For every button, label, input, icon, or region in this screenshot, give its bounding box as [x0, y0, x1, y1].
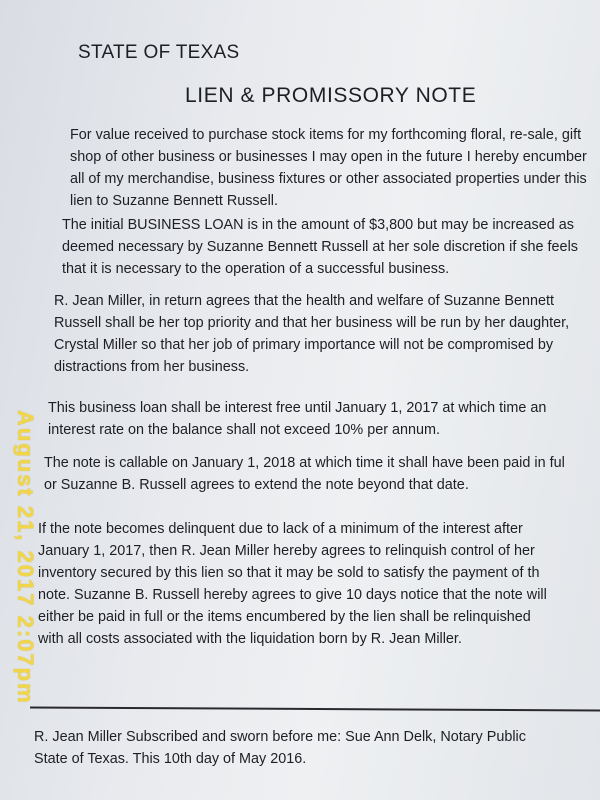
- text-line: If the note becomes delinquent due to lack of a minimum of the interest after: [38, 521, 523, 537]
- text-line: R. Jean Miller Subscribed and sworn before me: Sue Ann Delk, Notary Public: [34, 729, 526, 745]
- text-line: shop of other business or businesses I may open in the future I hereby encumber: [70, 149, 587, 165]
- paragraph-encumbrance: [70, 124, 600, 212]
- text-line: R. Jean Miller, in return agrees that the health and welfare of Suzanne Bennett: [54, 293, 554, 309]
- text-line: note. Suzanne B. Russell hereby agrees to give 10 days notice that the note will: [38, 587, 547, 603]
- notary-signature-block: [34, 726, 582, 770]
- text-line: State of Texas. This 10th day of May 2016.: [34, 751, 307, 767]
- text-line: with all costs associated with the liquidation born by R. Jean Miller.: [38, 631, 462, 647]
- paragraph-delinquency: [38, 518, 586, 650]
- text-line: either be paid in full or the items encumbered by the lien shall be relinquished: [38, 609, 531, 625]
- document-title: LIEN & PROMISSORY NOTE: [185, 84, 477, 107]
- text-line: distractions from her business.: [54, 359, 250, 375]
- paragraph-callable: [44, 452, 592, 496]
- paragraph-interest: [48, 397, 596, 441]
- text-line: that it is necessary to the operation of a successful business.: [62, 261, 450, 277]
- text-line: Russell shall be her top priority and that her business will be run by her daughter,: [54, 315, 570, 331]
- text-line: Crystal Miller so that her job of primary importance will not be compromised by: [54, 337, 554, 353]
- text-line: The initial BUSINESS LOAN is in the amount of $3,800 but may be increased as: [62, 217, 574, 233]
- text-line: deemed necessary by Suzanne Bennett Russell at her sole discretion if she feels: [62, 239, 578, 255]
- text-line: inventory secured by this lien so that it may be sold to satisfy the payment of th: [38, 565, 540, 581]
- text-line: or Suzanne B. Russell agrees to extend the note beyond that date.: [44, 477, 469, 493]
- text-line: For value received to purchase stock items for my forthcoming floral, re-sale, gift: [70, 127, 582, 143]
- text-line: interest rate on the balance shall not exceed 10% per annum.: [48, 422, 440, 438]
- text-line: all of my merchandise, business fixtures or other associated properties under this: [70, 171, 587, 187]
- text-line: The note is callable on January 1, 2018 at which time it shall have been paid in ful: [44, 455, 565, 471]
- signature-rule: [30, 707, 600, 712]
- paragraph-loan-amount: [62, 214, 600, 280]
- timestamp-overlay: August 21, 2017 2:07pm: [13, 410, 38, 705]
- state-heading: STATE OF TEXAS: [78, 42, 240, 63]
- text-line: This business loan shall be interest free until January 1, 2017 at which time an: [48, 400, 547, 416]
- paragraph-agreement: [54, 290, 600, 378]
- text-line: January 1, 2017, then R. Jean Miller hereby agrees to relinquish control of her: [38, 543, 535, 559]
- text-line: lien to Suzanne Bennett Russell.: [70, 193, 278, 209]
